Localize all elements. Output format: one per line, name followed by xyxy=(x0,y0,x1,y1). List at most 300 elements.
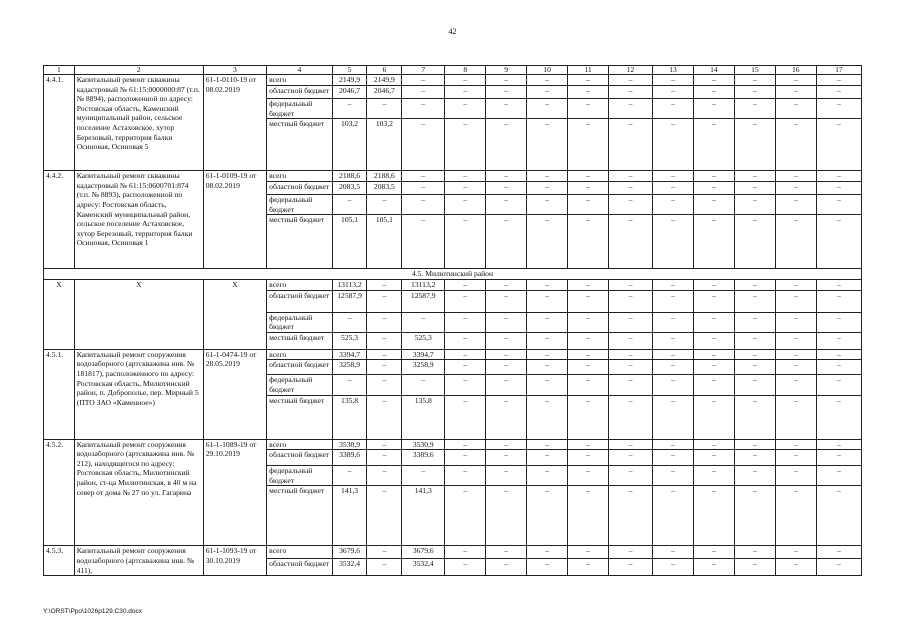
funding-source: федеральный бюджет xyxy=(267,375,333,395)
empty-value-dash: – xyxy=(445,99,486,119)
empty-value-dash: – xyxy=(816,360,861,375)
empty-value-dash: – xyxy=(734,99,775,119)
empty-value-dash: – xyxy=(693,360,734,375)
empty-value-dash: – xyxy=(609,486,653,546)
empty-value-dash: – xyxy=(445,559,486,576)
empty-value-dash: – xyxy=(527,215,568,269)
empty-value-dash: – xyxy=(775,182,816,195)
funding-source: местный бюджет xyxy=(267,486,333,546)
empty-value-dash: – xyxy=(734,86,775,99)
amount-cell: – xyxy=(367,439,402,450)
amount-cell: – xyxy=(402,312,445,332)
column-header: 6 xyxy=(367,66,402,75)
empty-value-dash: – xyxy=(609,450,653,466)
item-number: 4.5.3. xyxy=(44,546,75,576)
amount-cell: – xyxy=(367,312,402,332)
empty-value-dash: – xyxy=(775,439,816,450)
empty-value-dash: – xyxy=(734,439,775,450)
empty-value-dash: – xyxy=(445,195,486,215)
empty-value-dash: – xyxy=(609,86,653,99)
empty-value-dash: – xyxy=(775,349,816,360)
empty-value-dash: – xyxy=(816,439,861,450)
amount-cell: – xyxy=(402,99,445,119)
funding-source: областной бюджет xyxy=(267,86,333,99)
empty-value-dash: – xyxy=(653,375,694,395)
empty-value-dash: – xyxy=(693,279,734,290)
empty-value-dash: – xyxy=(527,559,568,576)
empty-value-dash: – xyxy=(734,450,775,466)
item-description: Капитальный ремонт сооружения водозаборного (артскважина инв. № 181817), расположенного по адресу: Ростовская область, Милютинский район, п. Доброполье, пер. Мирный 5 (ПТО ЗАО «Каменное») xyxy=(74,349,203,439)
table-row xyxy=(44,546,862,559)
amount-cell: 105,1 xyxy=(367,215,402,269)
empty-value-dash: – xyxy=(568,119,609,171)
empty-value-dash: – xyxy=(653,290,694,312)
empty-value-dash: – xyxy=(609,215,653,269)
empty-value-dash: – xyxy=(609,439,653,450)
empty-value-dash: – xyxy=(653,546,694,559)
empty-value-dash: – xyxy=(653,486,694,546)
funding-source: всего xyxy=(267,171,333,182)
empty-value-dash: – xyxy=(568,486,609,546)
empty-value-dash: – xyxy=(445,182,486,195)
item-document: 61-1-0474-19 от 28.05.2019 xyxy=(203,349,266,439)
empty-value-dash: – xyxy=(693,195,734,215)
empty-value-dash: – xyxy=(527,349,568,360)
item-description: Капитальный ремонт сооружения водозаборного (артскважина инв. № 212), находящегося по адресу: Ростовская область, Милютинский район, ст-ца Милютинская, в 40 м на север от дома № 27 по ул. Гагарина xyxy=(74,439,203,546)
empty-value-dash: – xyxy=(775,312,816,332)
amount-cell: 3530,9 xyxy=(332,439,367,450)
empty-value-dash: – xyxy=(486,75,527,86)
empty-value-dash: – xyxy=(609,375,653,395)
funding-source: федеральный бюджет xyxy=(267,466,333,486)
empty-value-dash: – xyxy=(775,86,816,99)
column-header: 12 xyxy=(609,66,653,75)
funding-source: местный бюджет xyxy=(267,395,333,439)
funding-source: всего xyxy=(267,75,333,86)
empty-value-dash: – xyxy=(527,450,568,466)
funding-source: областной бюджет xyxy=(267,290,333,312)
empty-value-dash: – xyxy=(445,171,486,182)
empty-value-dash: – xyxy=(568,182,609,195)
amount-cell: – xyxy=(402,182,445,195)
amount-cell: – xyxy=(332,466,367,486)
empty-value-dash: – xyxy=(653,75,694,86)
empty-value-dash: – xyxy=(816,99,861,119)
empty-value-dash: – xyxy=(486,439,527,450)
funding-source: областной бюджет xyxy=(267,360,333,375)
item-document: 61-1-1089-19 от 29.10.2019 xyxy=(203,439,266,546)
empty-value-dash: – xyxy=(568,312,609,332)
district-title: 4.5. Милютинский район xyxy=(44,269,862,280)
empty-value-dash: – xyxy=(816,466,861,486)
amount-cell: – xyxy=(402,195,445,215)
empty-value-dash: – xyxy=(693,486,734,546)
empty-value-dash: – xyxy=(568,75,609,86)
empty-value-dash: – xyxy=(445,395,486,439)
empty-value-dash: – xyxy=(693,182,734,195)
empty-value-dash: – xyxy=(486,290,527,312)
column-header: 5 xyxy=(332,66,367,75)
empty-value-dash: – xyxy=(734,559,775,576)
empty-value-dash: – xyxy=(693,171,734,182)
amount-cell: – xyxy=(367,360,402,375)
amount-cell: 141,3 xyxy=(332,486,367,546)
empty-value-dash: – xyxy=(609,195,653,215)
empty-value-dash: – xyxy=(693,99,734,119)
empty-value-dash: – xyxy=(568,171,609,182)
empty-value-dash: – xyxy=(527,290,568,312)
empty-value-dash: – xyxy=(734,279,775,290)
empty-value-dash: – xyxy=(486,375,527,395)
empty-value-dash: – xyxy=(527,360,568,375)
amount-cell: 3258,9 xyxy=(402,360,445,375)
empty-value-dash: – xyxy=(816,349,861,360)
empty-value-dash: – xyxy=(775,75,816,86)
empty-value-dash: – xyxy=(527,332,568,349)
column-header: 2 xyxy=(74,66,203,75)
amount-cell: 3389,6 xyxy=(332,450,367,466)
empty-value-dash: – xyxy=(486,450,527,466)
empty-value-dash: – xyxy=(527,375,568,395)
empty-value-dash: – xyxy=(568,450,609,466)
empty-value-dash: – xyxy=(486,195,527,215)
empty-value-dash: – xyxy=(486,486,527,546)
empty-value-dash: – xyxy=(775,99,816,119)
empty-value-dash: – xyxy=(609,312,653,332)
funding-source: всего xyxy=(267,439,333,450)
empty-value-dash: – xyxy=(816,86,861,99)
column-header: 10 xyxy=(527,66,568,75)
amount-cell: – xyxy=(367,99,402,119)
empty-value-dash: – xyxy=(527,182,568,195)
empty-value-dash: – xyxy=(693,332,734,349)
amount-cell: 12587,9 xyxy=(402,290,445,312)
funding-source: всего xyxy=(267,546,333,559)
item-number: 4.4.2. xyxy=(44,171,75,269)
empty-value-dash: – xyxy=(568,360,609,375)
amount-cell: – xyxy=(367,195,402,215)
funding-source: областной бюджет xyxy=(267,559,333,576)
empty-value-dash: – xyxy=(609,360,653,375)
empty-value-dash: – xyxy=(527,279,568,290)
empty-value-dash: – xyxy=(734,312,775,332)
empty-value-dash: – xyxy=(775,466,816,486)
empty-value-dash: – xyxy=(486,182,527,195)
empty-value-dash: – xyxy=(527,312,568,332)
empty-value-dash: – xyxy=(527,86,568,99)
amount-cell: 141,3 xyxy=(402,486,445,546)
empty-value-dash: – xyxy=(486,215,527,269)
empty-value-dash: – xyxy=(609,349,653,360)
empty-value-dash: – xyxy=(527,466,568,486)
empty-value-dash: – xyxy=(486,332,527,349)
empty-value-dash: – xyxy=(734,360,775,375)
empty-value-dash: – xyxy=(734,395,775,439)
column-header: 14 xyxy=(693,66,734,75)
amount-cell: – xyxy=(367,466,402,486)
amount-cell: – xyxy=(402,86,445,99)
amount-cell: 13113,2 xyxy=(332,279,367,290)
empty-value-dash: – xyxy=(486,86,527,99)
empty-value-dash: – xyxy=(568,395,609,439)
empty-value-dash: – xyxy=(816,279,861,290)
district-row xyxy=(44,269,862,280)
empty-value-dash: – xyxy=(693,559,734,576)
item-document: 61-1-1093-19 от 30.10.2019 xyxy=(203,546,266,576)
empty-value-dash: – xyxy=(486,171,527,182)
empty-value-dash: – xyxy=(527,171,568,182)
funding-source: областной бюджет xyxy=(267,182,333,195)
empty-value-dash: – xyxy=(775,360,816,375)
empty-value-dash: – xyxy=(775,290,816,312)
empty-value-dash: – xyxy=(775,195,816,215)
empty-value-dash: – xyxy=(816,546,861,559)
empty-value-dash: – xyxy=(609,182,653,195)
item-description: Капитальный ремонт сооружения водозаборного (артскважина инв. № 411), xyxy=(74,546,203,576)
amount-cell: – xyxy=(332,312,367,332)
empty-value-dash: – xyxy=(653,86,694,99)
empty-value-dash: – xyxy=(816,375,861,395)
empty-value-dash: – xyxy=(653,332,694,349)
empty-value-dash: – xyxy=(568,332,609,349)
amount-cell: 525,3 xyxy=(332,332,367,349)
empty-value-dash: – xyxy=(693,466,734,486)
empty-value-dash: – xyxy=(816,395,861,439)
empty-value-dash: – xyxy=(653,439,694,450)
amount-cell: 2188,6 xyxy=(367,171,402,182)
amount-cell: 3532,4 xyxy=(332,559,367,576)
funding-source: всего xyxy=(267,349,333,360)
empty-value-dash: – xyxy=(527,546,568,559)
empty-value-dash: – xyxy=(653,182,694,195)
amount-cell: 103,2 xyxy=(367,119,402,171)
column-header: 16 xyxy=(775,66,816,75)
amount-cell: – xyxy=(332,99,367,119)
empty-value-dash: – xyxy=(445,439,486,450)
amount-cell: – xyxy=(402,171,445,182)
empty-value-dash: – xyxy=(568,466,609,486)
empty-value-dash: – xyxy=(568,559,609,576)
empty-value-dash: – xyxy=(816,332,861,349)
amount-cell: – xyxy=(367,375,402,395)
empty-value-dash: – xyxy=(486,119,527,171)
amount-cell: – xyxy=(402,375,445,395)
empty-value-dash: – xyxy=(734,119,775,171)
amount-cell: 2083,5 xyxy=(332,182,367,195)
empty-value-dash: – xyxy=(734,195,775,215)
empty-value-dash: – xyxy=(693,119,734,171)
empty-value-dash: – xyxy=(693,395,734,439)
item-number: 4.5.2. xyxy=(44,439,75,546)
empty-value-dash: – xyxy=(734,546,775,559)
empty-value-dash: – xyxy=(734,215,775,269)
amount-cell: 3679,6 xyxy=(332,546,367,559)
empty-value-dash: – xyxy=(775,395,816,439)
table-row xyxy=(44,279,862,290)
empty-value-dash: – xyxy=(445,349,486,360)
item-description: Капитальный ремонт скважины кадастровый № 61:15:0000000:87 (т.п. № 8894), расположенной по адресу: Ростовская область, Каменский муниципальный район, сельское поселение Астаховское, хутор Березовый, территория балки Осиновая, Осиновая 5 xyxy=(74,75,203,171)
empty-value-dash: – xyxy=(568,279,609,290)
empty-value-dash: – xyxy=(775,486,816,546)
empty-value-dash: – xyxy=(693,290,734,312)
empty-value-dash: – xyxy=(527,395,568,439)
empty-value-dash: – xyxy=(445,215,486,269)
empty-value-dash: – xyxy=(486,360,527,375)
amount-cell: 2149,9 xyxy=(332,75,367,86)
funding-source: федеральный бюджет xyxy=(267,99,333,119)
empty-value-dash: – xyxy=(653,559,694,576)
empty-value-dash: – xyxy=(734,486,775,546)
amount-cell: 3679,6 xyxy=(402,546,445,559)
empty-value-dash: – xyxy=(609,332,653,349)
empty-value-dash: – xyxy=(775,279,816,290)
empty-value-dash: – xyxy=(775,119,816,171)
amount-cell: – xyxy=(367,279,402,290)
empty-value-dash: – xyxy=(568,99,609,119)
empty-value-dash: – xyxy=(486,395,527,439)
empty-value-dash: – xyxy=(445,360,486,375)
amount-cell: – xyxy=(402,215,445,269)
empty-value-dash: – xyxy=(568,86,609,99)
column-header: 7 xyxy=(402,66,445,75)
empty-value-dash: – xyxy=(653,195,694,215)
amount-cell: 12587,9 xyxy=(332,290,367,312)
amount-cell: 525,3 xyxy=(402,332,445,349)
empty-value-dash: – xyxy=(653,360,694,375)
empty-value-dash: – xyxy=(609,171,653,182)
empty-value-dash: – xyxy=(816,486,861,546)
empty-value-dash: – xyxy=(816,450,861,466)
empty-value-dash: – xyxy=(486,312,527,332)
amount-cell: 2046,7 xyxy=(332,86,367,99)
funding-source: областной бюджет xyxy=(267,450,333,466)
empty-value-dash: – xyxy=(734,182,775,195)
empty-value-dash: – xyxy=(445,75,486,86)
empty-value-dash: – xyxy=(609,466,653,486)
empty-value-dash: – xyxy=(445,450,486,466)
empty-value-dash: – xyxy=(816,182,861,195)
empty-value-dash: – xyxy=(775,332,816,349)
empty-value-dash: – xyxy=(734,171,775,182)
empty-value-dash: – xyxy=(653,312,694,332)
amount-cell: 3394,7 xyxy=(332,349,367,360)
table-row xyxy=(44,349,862,360)
item-document: Х xyxy=(203,279,266,349)
funding-source: местный бюджет xyxy=(267,215,333,269)
empty-value-dash: – xyxy=(653,215,694,269)
empty-value-dash: – xyxy=(445,466,486,486)
item-description: Х xyxy=(74,279,203,349)
empty-value-dash: – xyxy=(568,215,609,269)
empty-value-dash: – xyxy=(734,75,775,86)
page-number: 42 xyxy=(448,27,457,36)
amount-cell: 135,8 xyxy=(332,395,367,439)
amount-cell: 135,8 xyxy=(402,395,445,439)
empty-value-dash: – xyxy=(653,466,694,486)
empty-value-dash: – xyxy=(527,486,568,546)
funding-source: федеральный бюджет xyxy=(267,195,333,215)
empty-value-dash: – xyxy=(816,559,861,576)
empty-value-dash: – xyxy=(445,486,486,546)
amount-cell: 105,1 xyxy=(332,215,367,269)
empty-value-dash: – xyxy=(734,349,775,360)
empty-value-dash: – xyxy=(816,119,861,171)
empty-value-dash: – xyxy=(816,290,861,312)
amount-cell: – xyxy=(367,290,402,312)
empty-value-dash: – xyxy=(527,195,568,215)
empty-value-dash: – xyxy=(445,375,486,395)
column-header: 17 xyxy=(816,66,861,75)
amount-cell: – xyxy=(402,466,445,486)
amount-cell: – xyxy=(402,75,445,86)
funding-source: местный бюджет xyxy=(267,332,333,349)
item-document: 61-1-0109-19 от 08.02.2019 xyxy=(203,171,266,269)
empty-value-dash: – xyxy=(734,375,775,395)
item-description: Капитальный ремонт скважины кадастровый № 61:15:0600701:874 (т.п. № 8893), расположенной по адресу: Ростовская область, Каменский муниципальный район, сельское поселение Астаховское, хутор Березовый, территория балки Осиновая, Осиновая 1 xyxy=(74,171,203,269)
empty-value-dash: – xyxy=(486,546,527,559)
table-row xyxy=(44,171,862,182)
empty-value-dash: – xyxy=(609,395,653,439)
column-header: 8 xyxy=(445,66,486,75)
column-header: 13 xyxy=(653,66,694,75)
empty-value-dash: – xyxy=(486,559,527,576)
amount-cell: 2083,5 xyxy=(367,182,402,195)
item-number: Х xyxy=(44,279,75,349)
empty-value-dash: – xyxy=(445,119,486,171)
amount-cell: – xyxy=(367,450,402,466)
column-header: 4 xyxy=(267,66,333,75)
empty-value-dash: – xyxy=(693,312,734,332)
empty-value-dash: – xyxy=(609,99,653,119)
empty-value-dash: – xyxy=(568,349,609,360)
empty-value-dash: – xyxy=(775,171,816,182)
empty-value-dash: – xyxy=(653,119,694,171)
empty-value-dash: – xyxy=(486,99,527,119)
empty-value-dash: – xyxy=(734,290,775,312)
column-header: 9 xyxy=(486,66,527,75)
empty-value-dash: – xyxy=(775,546,816,559)
empty-value-dash: – xyxy=(568,546,609,559)
empty-value-dash: – xyxy=(653,450,694,466)
empty-value-dash: – xyxy=(693,215,734,269)
amount-cell: 3394,7 xyxy=(402,349,445,360)
file-path-footer: Y:\ORST\Ppo\1026p129.С30.docx xyxy=(43,608,143,615)
amount-cell: 2149,9 xyxy=(367,75,402,86)
empty-value-dash: – xyxy=(693,546,734,559)
amount-cell: – xyxy=(367,395,402,439)
empty-value-dash: – xyxy=(486,349,527,360)
empty-value-dash: – xyxy=(486,466,527,486)
empty-value-dash: – xyxy=(734,466,775,486)
empty-value-dash: – xyxy=(775,559,816,576)
empty-value-dash: – xyxy=(609,559,653,576)
empty-value-dash: – xyxy=(816,195,861,215)
empty-value-dash: – xyxy=(445,546,486,559)
amount-cell: – xyxy=(367,486,402,546)
empty-value-dash: – xyxy=(693,450,734,466)
empty-value-dash: – xyxy=(609,119,653,171)
empty-value-dash: – xyxy=(816,312,861,332)
item-document: 61-1-0110-19 от 08.02.2019 xyxy=(203,75,266,171)
column-header: 1 xyxy=(44,66,75,75)
table-row xyxy=(44,439,862,450)
budget-table xyxy=(43,65,862,576)
amount-cell: – xyxy=(367,332,402,349)
empty-value-dash: – xyxy=(693,375,734,395)
empty-value-dash: – xyxy=(816,75,861,86)
empty-value-dash: – xyxy=(693,75,734,86)
amount-cell: – xyxy=(402,119,445,171)
